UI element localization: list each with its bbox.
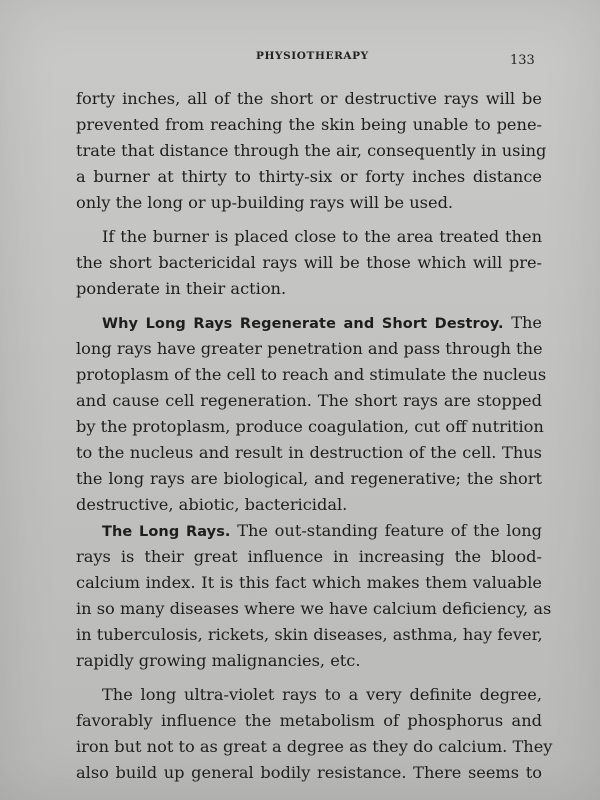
- running-head: PHYSIOTHERAPY: [256, 50, 369, 62]
- body-text: [76, 86, 553, 786]
- text-line: in so many diseases where we have calcium deficiency, as: [76, 599, 552, 618]
- text-line: [76, 310, 542, 336]
- text-line: calcium index. It is this fact which makes them valuable: [76, 573, 542, 592]
- page-number: 133: [510, 53, 535, 68]
- text-line: protoplasm of the cell to reach and stimulate the nucleus: [76, 365, 547, 384]
- section-heading: The Long Rays.: [102, 524, 231, 540]
- text-line: destructive, abiotic, bactericidal.: [76, 495, 348, 514]
- text-line: rays is their great influence in increasing the blood-: [76, 547, 542, 566]
- page-header: [0, 50, 600, 70]
- text-line: prevented from reaching the skin being unable to pene-: [76, 115, 542, 134]
- text-line: iron but not to as great a degree as they do calcium. They: [76, 737, 553, 756]
- text-line: by the protoplasm, produce coagulation, cut off nutrition: [76, 417, 544, 436]
- text-line: the long rays are biological, and regenerative; the short: [76, 469, 542, 488]
- text-line: rapidly growing malignancies, etc.: [76, 651, 361, 670]
- text-line: [76, 518, 542, 544]
- text-fragment: The: [511, 313, 542, 332]
- text-line: favorably influence the metabolism of phosphorus and: [76, 711, 542, 730]
- text-line: trate that distance through the air, consequently in using: [76, 141, 547, 160]
- text-line: and cause cell regeneration. The short rays are stopped: [76, 391, 542, 410]
- text-line: the short bactericidal rays will be those which will pre-: [76, 253, 542, 272]
- text-line: If the burner is placed close to the area treated then: [102, 227, 542, 246]
- paragraph-5: [76, 682, 553, 786]
- text-line: to the nucleus and result in destruction of the cell. Thus: [76, 443, 542, 462]
- paragraph-3: [76, 310, 547, 518]
- text-line: forty inches, all of the short or destructive rays will be: [76, 89, 542, 108]
- text-fragment: The out-standing feature of the long: [237, 521, 543, 540]
- text-line: only the long or up-building rays will be used.: [76, 193, 454, 212]
- text-line: The long ultra-violet rays to a very definite degree,: [102, 685, 542, 704]
- section-heading: Why Long Rays Regenerate and Short Destroy.: [102, 316, 504, 332]
- paragraph-4: [76, 518, 552, 674]
- paragraph-2: [76, 224, 542, 302]
- text-line: in tuberculosis, rickets, skin diseases, asthma, hay fever,: [76, 625, 543, 644]
- text-line: ponderate in their action.: [76, 279, 287, 298]
- text-line: long rays have greater penetration and pass through the: [76, 339, 543, 358]
- text-line: a burner at thirty to thirty-six or forty inches distance: [76, 167, 542, 186]
- paragraph-1: [76, 86, 547, 216]
- text-line: also build up general bodily resistance. There seems to: [76, 763, 542, 782]
